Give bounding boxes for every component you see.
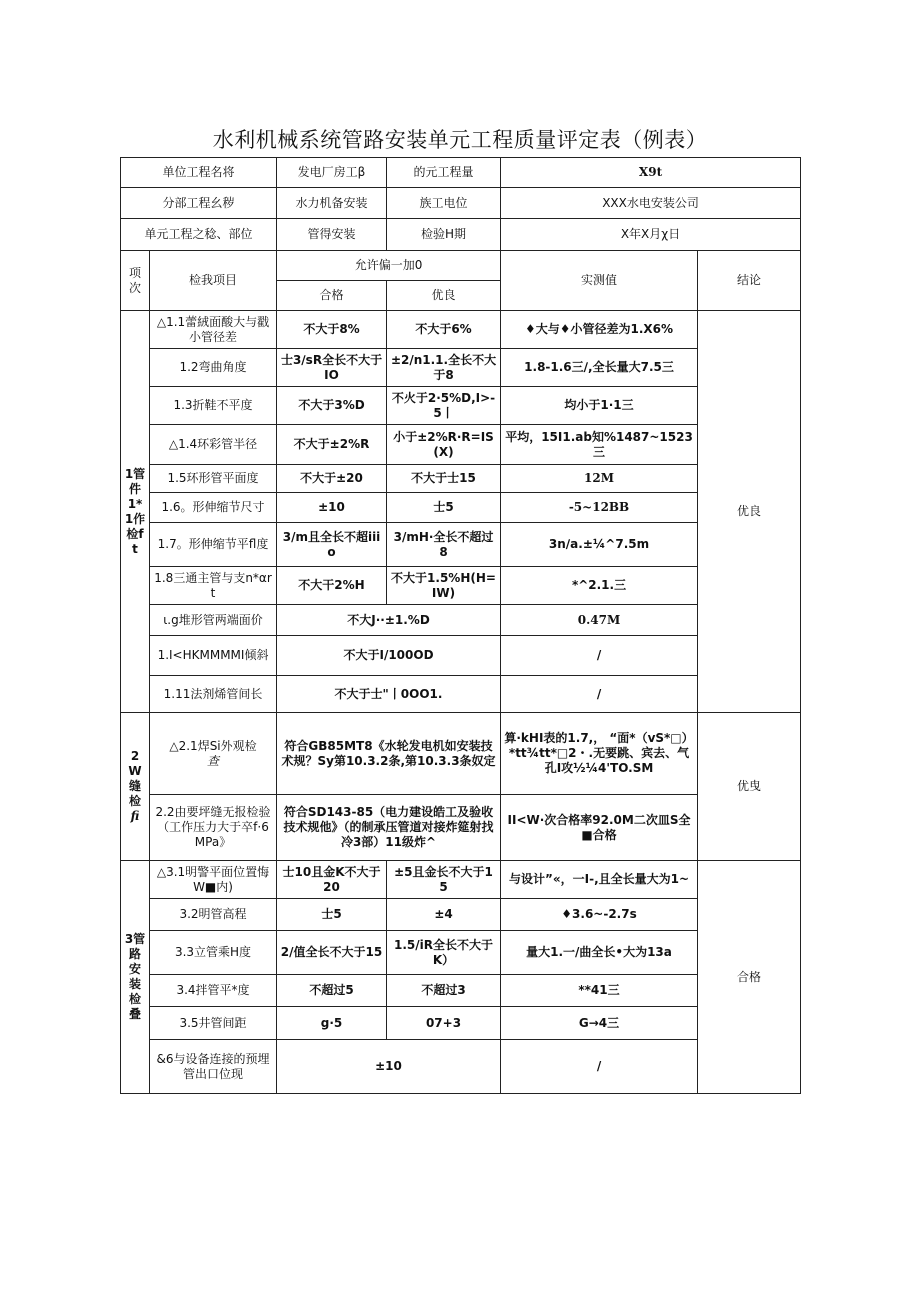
- table-row: [121, 311, 801, 349]
- item-name: 3.4拌管平*度: [150, 975, 277, 1007]
- measured-value: /: [501, 676, 698, 713]
- column-header-row: [121, 251, 801, 281]
- header-label: 单元工程之稔、部位: [121, 219, 277, 251]
- group-label: 1管件 1*1作检ft: [121, 311, 150, 713]
- measured-value: II<W·次合格率92.0M二次皿S全■合格: [501, 795, 698, 861]
- allowance-value: 符合SD143-85（电力建设皓工及验收技术规他》（的制承压管道对接炸筵射找冷3部）11级炸^: [277, 795, 501, 861]
- good-value: ±2/n1.1.全长不大于8: [387, 349, 501, 387]
- header-value: X年X月χ日: [501, 219, 801, 251]
- conclusion-value: 优曳: [698, 713, 801, 861]
- item-name: 1.5环形管平面度: [150, 465, 277, 493]
- measured-value: G→4三: [501, 1007, 698, 1040]
- header-label: 族工电位: [387, 188, 501, 219]
- item-name: 1.I<HKMMMMI倾斜: [150, 636, 277, 676]
- col-item: 检我项目: [150, 251, 277, 311]
- measured-value: 均小于1·1三: [501, 387, 698, 425]
- conclusion-value: 合格: [698, 861, 801, 1094]
- table-row: [121, 713, 801, 795]
- pass-value: 士5: [277, 899, 387, 931]
- pass-value: g·5: [277, 1007, 387, 1040]
- conclusion-value: 优良: [698, 311, 801, 713]
- good-value: 3/mH·全长不超过8: [387, 523, 501, 567]
- item-name: 3.2明管高程: [150, 899, 277, 931]
- pass-value: 不大于±2%R: [277, 425, 387, 465]
- measured-value: 12M: [501, 465, 698, 493]
- group-label: 3管路安 装检叠: [121, 861, 150, 1094]
- header-label: 检验H期: [387, 219, 501, 251]
- pass-value: 3/m且全长不超iiio: [277, 523, 387, 567]
- measured-value: -5~12BB: [501, 493, 698, 523]
- good-value: 07+3: [387, 1007, 501, 1040]
- measured-value: 3n∕a.±¼^7.5m: [501, 523, 698, 567]
- good-value: 不大于6%: [387, 311, 501, 349]
- measured-value: 量大1.一/曲全长•大为13a: [501, 931, 698, 975]
- header-label: 单位工程名将: [121, 158, 277, 188]
- col-conclusion: 结论: [698, 251, 801, 311]
- measured-value: /: [501, 636, 698, 676]
- group-label: 2 W缝检 fi: [121, 713, 150, 861]
- allowance-value: 不大J··±1.%D: [277, 605, 501, 636]
- header-value: 管得安装: [277, 219, 387, 251]
- pass-value: 不大于3%D: [277, 387, 387, 425]
- header-label: 分部工程幺秽: [121, 188, 277, 219]
- pass-value: 士3∕sR全长不大于IO: [277, 349, 387, 387]
- item-name: 1.8三通主管与支n*αrt: [150, 567, 277, 605]
- good-value: 小于±2%R·R=IS(X): [387, 425, 501, 465]
- col-measured: 实测值: [501, 251, 698, 311]
- allowance-value: 符合GB85MT8《水轮发电机如安装技术规？Sy第10.3.2条,第10.3.3条奴定: [277, 713, 501, 795]
- good-value: ±4: [387, 899, 501, 931]
- item-name: △3.1明警平面位置悔W■内): [150, 861, 277, 899]
- item-name: 1.2弯曲角度: [150, 349, 277, 387]
- allowance-value: 不大于士"丨0OO1.: [277, 676, 501, 713]
- measured-value: ♦大与♦小管径差为1.X6%: [501, 311, 698, 349]
- col-allowance: 允许偏一加0: [277, 251, 501, 281]
- allowance-value: ±10: [277, 1040, 501, 1094]
- table-row: [121, 861, 801, 899]
- item-name: ι.g堆形管两端面价: [150, 605, 277, 636]
- item-name: 3.3立管乘H度: [150, 931, 277, 975]
- quality-assessment-table: [120, 157, 801, 1094]
- col-item-no: 项次: [121, 251, 150, 311]
- item-name: 1.3折鞋不平度: [150, 387, 277, 425]
- pass-value: 不大干2%H: [277, 567, 387, 605]
- form-title: 水利机械系统管路安装单元工程质量评定表（例表）: [212, 128, 708, 152]
- item-name: △1.4环彩管半径: [150, 425, 277, 465]
- pass-value: 2/值全长不大于15: [277, 931, 387, 975]
- header-value: 水力机备安装: [277, 188, 387, 219]
- header-value: 发电厂房工β: [277, 158, 387, 188]
- item-name: 2.2由要坪缝无报检验（工作压力大于卒f·6MPa》: [150, 795, 277, 861]
- good-value: ±5且金长不大于15: [387, 861, 501, 899]
- good-value: 不超过3: [387, 975, 501, 1007]
- pass-value: 士10且金K不大于20: [277, 861, 387, 899]
- header-value: XXX水电安装公司: [501, 188, 801, 219]
- allowance-value: 不大于I/100OD: [277, 636, 501, 676]
- measured-value: 与设计”«，一I-,且全长量大为1~: [501, 861, 698, 899]
- measured-value: /: [501, 1040, 698, 1094]
- item-name: 1.7。形伸缩节平fl度: [150, 523, 277, 567]
- col-pass: 合格: [277, 281, 387, 311]
- pass-value: ±10: [277, 493, 387, 523]
- pass-value: 不大于8%: [277, 311, 387, 349]
- item-name: 1.6。形伸缩节尺寸: [150, 493, 277, 523]
- good-value: 不火于2·5%D,I>-5丨: [387, 387, 501, 425]
- pass-value: 不大于±20: [277, 465, 387, 493]
- good-value: 不大于1.5%H(H=IW): [387, 567, 501, 605]
- measured-value: 算·kHI表的1.7,， “面*（vS*□）*tt¾tt*□2・.无要跳、宾去、气孔I攻½¼4'TO.SM: [501, 713, 698, 795]
- good-value: 不大于士15: [387, 465, 501, 493]
- measured-value: **41三: [501, 975, 698, 1007]
- measured-value: 0.47M: [501, 605, 698, 636]
- good-value: 士5: [387, 493, 501, 523]
- item-name: 3.5井管间距: [150, 1007, 277, 1040]
- item-name: △1.1蕾絨面酸大与戳小管径差: [150, 311, 277, 349]
- item-name: 1.11法剂烯管间长: [150, 676, 277, 713]
- col-good: 优良: [387, 281, 501, 311]
- measured-value: ♦3.6~-2.7s: [501, 899, 698, 931]
- header-row: [121, 188, 801, 219]
- item-name: △2.1焊Si外观检 查: [150, 713, 277, 795]
- measured-value: *^2.1.三: [501, 567, 698, 605]
- measured-value: 平均，15I1.ab知%1487~1523三: [501, 425, 698, 465]
- header-label: 的元工程量: [387, 158, 501, 188]
- header-row: [121, 158, 801, 188]
- pass-value: 不超过5: [277, 975, 387, 1007]
- header-value: X9t: [501, 158, 801, 188]
- good-value: 1.5/iR全长不大于K）: [387, 931, 501, 975]
- item-name: &6与设备连接的预埋管出口位现: [150, 1040, 277, 1094]
- measured-value: 1.8-1.6三∕,全长量大7.5三: [501, 349, 698, 387]
- header-row: [121, 219, 801, 251]
